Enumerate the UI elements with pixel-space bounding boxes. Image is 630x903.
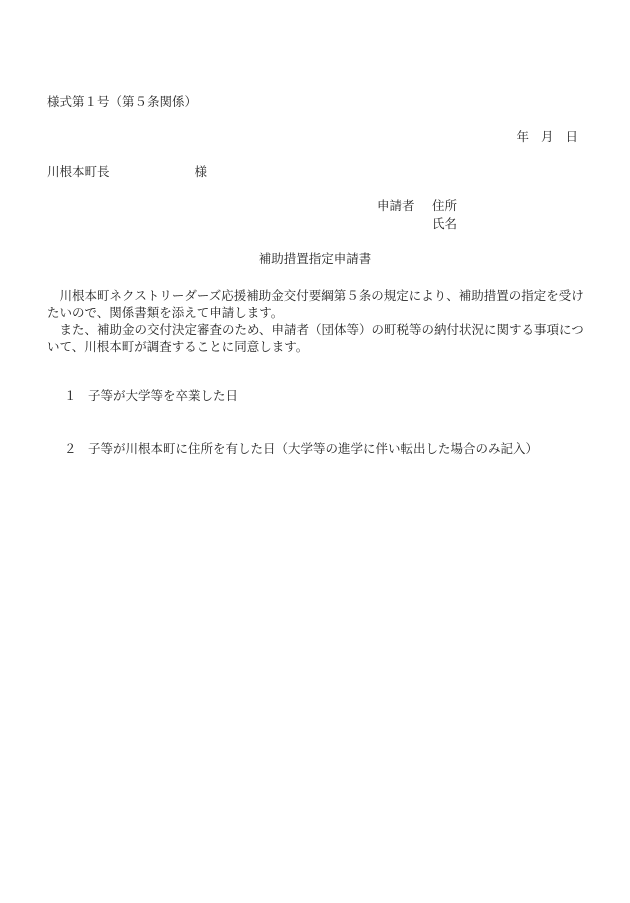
applicant-label: 申請者 bbox=[377, 198, 415, 213]
body-paragraph-2: また、補助金の交付決定審査のため、申請者（団体等）の町税等の納付状況に関する事項について、川根本町が調査することに同意します。 bbox=[47, 322, 584, 354]
date-line bbox=[516, 131, 578, 144]
addressee bbox=[47, 166, 207, 179]
list-item bbox=[64, 443, 538, 456]
item-number: ２ bbox=[64, 441, 77, 456]
address-label: 住所 bbox=[432, 198, 458, 213]
item-text: 子等が大学等を卒業した日 bbox=[88, 388, 239, 403]
document-title: 補助措置指定申請書 bbox=[258, 251, 372, 266]
addressee-name: 川根本町長 bbox=[47, 164, 110, 179]
date-month-label: 月 bbox=[540, 129, 554, 144]
body-text bbox=[47, 287, 587, 355]
body-paragraph-1: 川根本町ネクストリーダーズ応援補助金交付要綱第５条の規定により、補助措置の指定を受けたいので、関係書類を添えて申請します。 bbox=[47, 288, 584, 320]
list-item bbox=[64, 390, 238, 403]
name-label: 氏名 bbox=[432, 216, 458, 231]
date-day-label: 日 bbox=[565, 129, 578, 144]
item-number: １ bbox=[64, 388, 77, 403]
item-text: 子等が川根本町に住所を有した日（大学等の進学に伴い転出した場合のみ記入） bbox=[88, 441, 539, 456]
addressee-honorific: 様 bbox=[194, 164, 207, 179]
form-number: 様式第１号（第５条関係） bbox=[47, 94, 198, 109]
date-year-label: 年 bbox=[516, 129, 529, 144]
